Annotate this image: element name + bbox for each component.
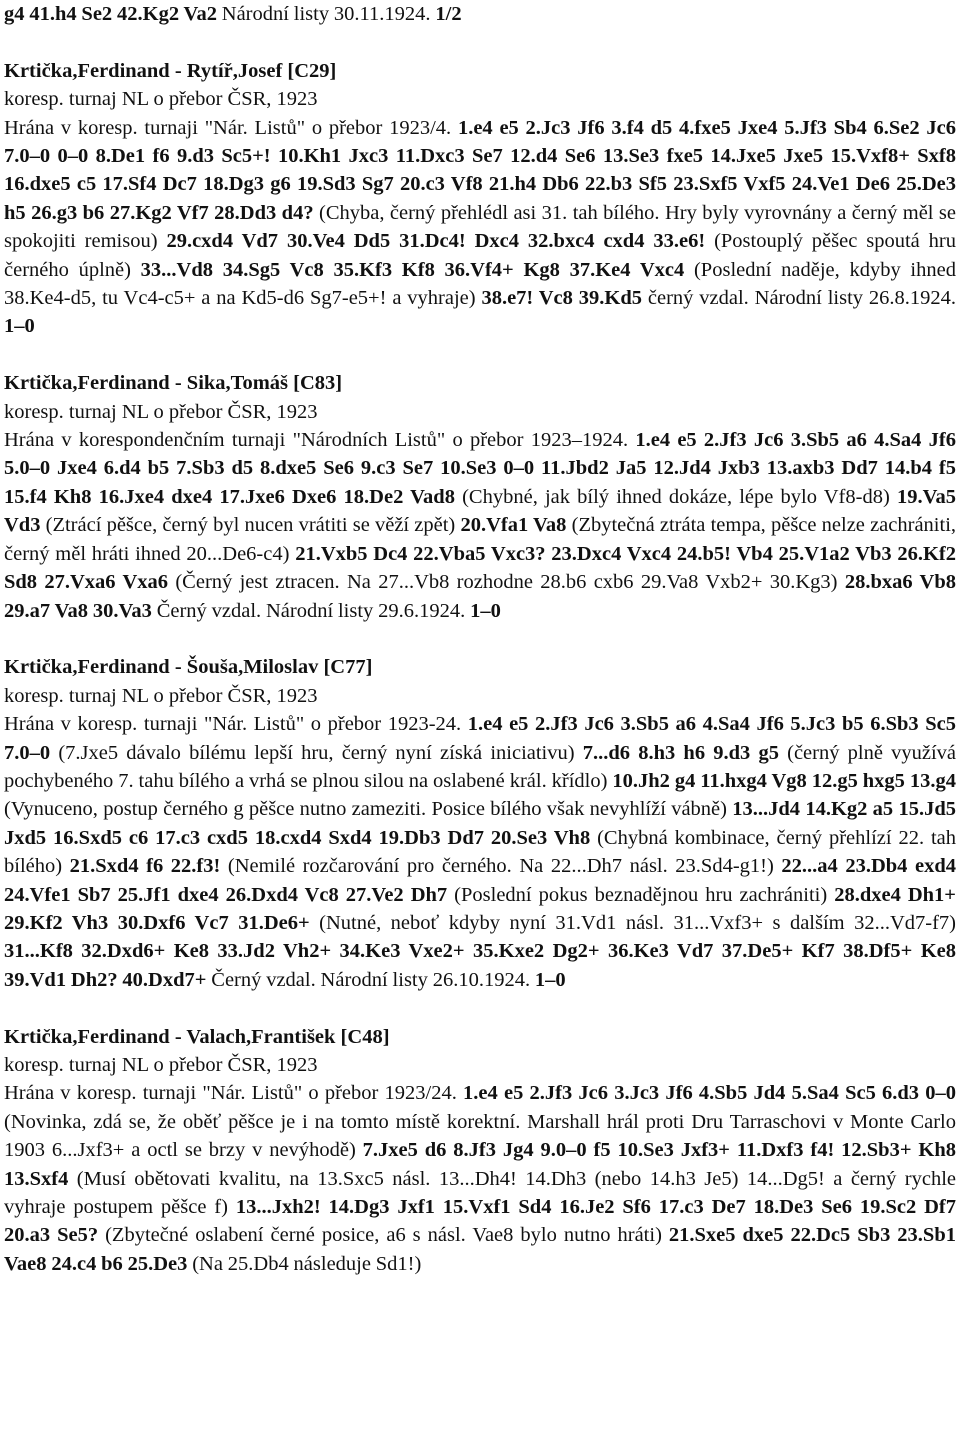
annotation-text: (černý plně využívá pochybeného 7. tahu bílého a vrhá se plnou silou na oslabené král. křídlo) — [4, 741, 957, 792]
game-record — [4, 0, 956, 28]
move-sequence: 10.Jh2 g4 11.hxg4 Vg8 12.g5 hxg5 13.g4 — [612, 769, 956, 792]
annotation-text: černý vzdal. Národní listy 26.8.1924. — [647, 287, 957, 310]
move-sequence: 19.Va5 Vd3 — [4, 485, 956, 537]
game-moves — [4, 710, 956, 994]
game-record — [4, 57, 956, 341]
annotation-text: (Černý jest ztracen. Na 27...Vb8 rozhodne 28.b6 cxb6 29.Va8 Vxb2+ 30.Kg3) — [175, 571, 845, 594]
move-sequence: 1–0 — [470, 599, 501, 622]
annotation-text: (Chybná kombinace, černý přehlízí 22. tah bílého) — [4, 826, 956, 878]
game-moves — [4, 114, 956, 341]
annotation-text: Hrána v koresp. turnaji "Nár. Listů" o přebor 1923/24. — [4, 1082, 464, 1105]
annotation-text: (Chybné, jak bílý ihned dokáze, lépe bylo Vf8-d8) — [462, 485, 897, 508]
game-moves — [4, 0, 956, 28]
move-sequence: 22...a4 23.Db4 exd4 24.Vfe1 Sb7 25.Jf1 dxe4 26.Dxd4 Vc8 27.Ve2 Dh7 — [4, 855, 956, 906]
game-moves — [4, 1079, 956, 1278]
annotation-text: (Zbytečné oslabení černé posice, a6 s násl. Vae8 bylo nutno hráti) — [105, 1224, 669, 1247]
annotation-text: (Na 25.Db4 následuje Sd1!) — [192, 1252, 422, 1275]
move-sequence: 1.e4 e5 2.Jf3 Jc6 3.Sb5 a6 4.Sa4 Jf6 5.0–0 Jxe4 6.d4 b5 7.Sb3 d5 8.dxe5 Se6 9.c3 Se7 10.Se3 0–0 11.Jbd2 Ja5 12.Jd4 Jxb3 13.axb3 Dd7 14.b4 f5 15.f4 Kh8 16.Jxe4 dxe4 17.Jxe6 Dxe6 18.De2 Vad8 — [4, 429, 956, 508]
event-line: koresp. turnaj NL o přebor ČSR, 1923 — [4, 400, 318, 423]
move-sequence: 1.e4 e5 2.Jf3 Jc6 3.Sb5 a6 4.Sa4 Jf6 5.Jc3 b5 6.Sb3 Sc5 7.0–0 — [4, 713, 956, 764]
move-sequence: 38.e7! Vc8 39.Kd5 — [481, 287, 648, 310]
move-sequence: 7...d6 8.h3 h6 9.d3 g5 — [582, 741, 788, 764]
game-separator — [4, 994, 956, 1022]
annotation-text: (Ztrácí pěšce, černý byl nucen vrátiti se věží zpět) — [45, 514, 461, 537]
event-line: koresp. turnaj NL o přebor ČSR, 1923 — [4, 1053, 318, 1076]
game-header: Krtička,Ferdinand - Sika,Tomáš [C83] — [4, 372, 343, 395]
annotation-text: Černý vzdal. Národní listy 29.6.1924. — [156, 599, 471, 622]
annotation-text: Černý vzdal. Národní listy 26.10.1924. — [211, 968, 535, 991]
move-sequence: 28.bxa6 Vb8 29.a7 Va8 30.Va3 — [4, 571, 956, 622]
annotation-text: Hrána v koresp. turnaji "Nár. Listů" o přebor 1923-24. — [4, 713, 468, 736]
game-separator — [4, 28, 956, 56]
move-sequence: 21.Sxd4 f6 22.f3! — [69, 855, 228, 878]
move-sequence: 13...Jxh2! 14.Dg3 Jxf1 15.Vxf1 Sd4 16.Je2 Sf6 17.c3 De7 18.De3 Se6 19.Sc2 Df7 20.a3 Se5? — [4, 1196, 956, 1247]
game-record — [4, 1023, 956, 1279]
event-line: koresp. turnaj NL o přebor ČSR, 1923 — [4, 88, 318, 111]
move-sequence: 21.Vxb5 Dc4 22.Vba5 Vxc3? 23.Dxc4 Vxc4 24.b5! Vb4 25.V1a2 Vb3 26.Kf2 Sd8 27.Vxa6 Vxa6 — [4, 542, 956, 594]
move-sequence: 20.Vfa1 Va8 — [460, 514, 572, 537]
annotation-text: (Postouplý pěšec spoutá hru černého úplně) — [4, 230, 956, 281]
game-separator — [4, 625, 956, 653]
move-sequence: 21.Sxe5 dxe5 22.Dc5 Sb3 23.Sb1 Vae8 24.c4 b6 25.De3 — [4, 1224, 956, 1275]
annotation-text: Hrána v korespondenčním turnaji "Národních Listů" o přebor 1923–1924. — [4, 429, 636, 452]
move-sequence: 1–0 — [4, 315, 35, 338]
annotation-text: (7.Jxe5 dávalo bílému lepší hru, černý nyní získá iniciativu) — [58, 741, 583, 764]
move-sequence: 7.Jxe5 d6 8.Jf3 Jg4 9.0–0 f5 10.Se3 Jxf3+ 11.Dxf3 f4! 12.Sb3+ Kh8 13.Sxf4 — [4, 1139, 956, 1190]
annotation-text: (Chyba, černý přehlédl asi 31. tah bílého. Hry byly vyrovnány a černý měl se spokojiti remisou) — [4, 201, 956, 253]
game-record — [4, 653, 956, 994]
move-sequence: 13...Jd4 14.Kg2 a5 15.Jd5 Jxd5 16.Sxd5 c6 17.c3 cxd5 18.cxd4 Sxd4 19.Db3 Dd7 20.Se3 Vh8 — [4, 798, 956, 849]
move-sequence: 1/2 — [435, 3, 462, 25]
game-header: Krtička,Ferdinand - Šouša,Miloslav [C77] — [4, 656, 373, 679]
move-sequence: 1–0 — [534, 968, 566, 991]
move-sequence: 1.e4 e5 2.Jc3 Jf6 3.f4 d5 4.fxe5 Jxe4 5.Jf3 Sb4 6.Se2 Jc6 7.0–0 0–0 8.De1 f6 9.d3 Sc5+! 10.Kh1 Jxc3 11.Dxc3 Se7 12.d4 Se6 13.Se3 fxe5 14.Jxe5 Jxe5 15.Vxf8+ Sxf8 16.dxe5 c5 17.Sf4 Dc7 18.Dg3 g6 19.Sd3 Sg7 20.c3 Vf8 21.h4 Db6 22.b3 Sf5 23.Sxf5 Vxf5 24.Ve1 De6 25.De3 h5 26.g3 b6 27.Kg2 Vf7 28.Dd3 d4? — [4, 116, 956, 224]
game-header: Krtička,Ferdinand - Valach,František [C48] — [4, 1025, 390, 1048]
game-separator — [4, 341, 956, 369]
annotation-text: (Vynuceno, postup černého g pěšce nutno zameziti. Posice bílého však nevyhlíží vábně) — [4, 798, 733, 821]
game-header: Krtička,Ferdinand - Rytíř,Josef [C29] — [4, 59, 337, 82]
annotation-text: (Novinka, zdá se, že oběť pěšce je i na tomto místě korektní. Marshall hrál proti Dru Tarraschovi v Monte Carlo 1903 6...Jxf3+ a octl se brzy v nevýhodě) — [4, 1110, 956, 1162]
annotation-text: Národní listy 30.11.1924. — [221, 3, 436, 25]
move-sequence: 31...Kf8 32.Dxd6+ Ke8 33.Jd2 Vh2+ 34.Ke3 Vxe2+ 35.Kxe2 Dg2+ 36.Ke3 Vd7 37.De5+ Kf7 38.Df5+ Ke8 39.Vd1 Dh2? 40.Dxd7+ — [4, 940, 956, 991]
annotation-text: (Nutné, neboť kdyby nyní 31.Vd1 násl. 31...Vxf3+ s dalším 32...Vd7-f7) — [319, 911, 957, 934]
move-sequence: 1.e4 e5 2.Jf3 Jc6 3.Jc3 Jf6 4.Sb5 Jd4 5.Sa4 Sc5 6.d3 0–0 — [463, 1082, 956, 1105]
move-sequence: 28.dxe4 Dh1+ 29.Kf2 Vh3 30.Dxf6 Vc7 31.De6+ — [4, 883, 956, 934]
game-record — [4, 369, 956, 625]
annotation-text: (Nemilé rozčarování pro černého. Na 22...Dh7 násl. 23.Sd4-g1!) — [227, 855, 782, 878]
move-sequence: 29.cxd4 Vd7 30.Ve4 Dd5 31.Dc4! Dxc4 32.bxc4 cxd4 33.e6! — [166, 230, 715, 253]
annotation-text: (Zbytečná ztráta tempa, pěšce nelze zachrániti, černý měl hráti ihned 20...De6-c4) — [4, 514, 957, 565]
annotation-text: Hrána v koresp. turnaji "Nár. Listů" o přebor 1923/4. — [4, 116, 458, 139]
move-sequence: 33...Vd8 34.Sg5 Vc8 35.Kf3 Kf8 36.Vf4+ Kg8 37.Ke4 Vxc4 — [140, 258, 694, 281]
event-line: koresp. turnaj NL o přebor ČSR, 1923 — [4, 684, 318, 707]
move-sequence: g4 41.h4 Se2 42.Kg2 Va2 — [4, 3, 222, 25]
annotation-text: (Musí obětovati kvalitu, na 13.Sxc5 násl. 13...Dh4! 14.Dh3 (nebo 14.h3 Je5) 14...Dg5! a černý rychle vyhraje postupem pěšce f) — [4, 1167, 957, 1218]
annotation-text: (Poslední naděje, kdyby ihned 38.Ke4-d5, tu Vc4-c5+ a na Kd5-d6 Sg7-e5+! a vyhraje) — [4, 258, 956, 310]
annotation-text: (Poslední pokus beznadějnou hru zachrániti) — [454, 883, 835, 906]
game-moves — [4, 426, 956, 625]
